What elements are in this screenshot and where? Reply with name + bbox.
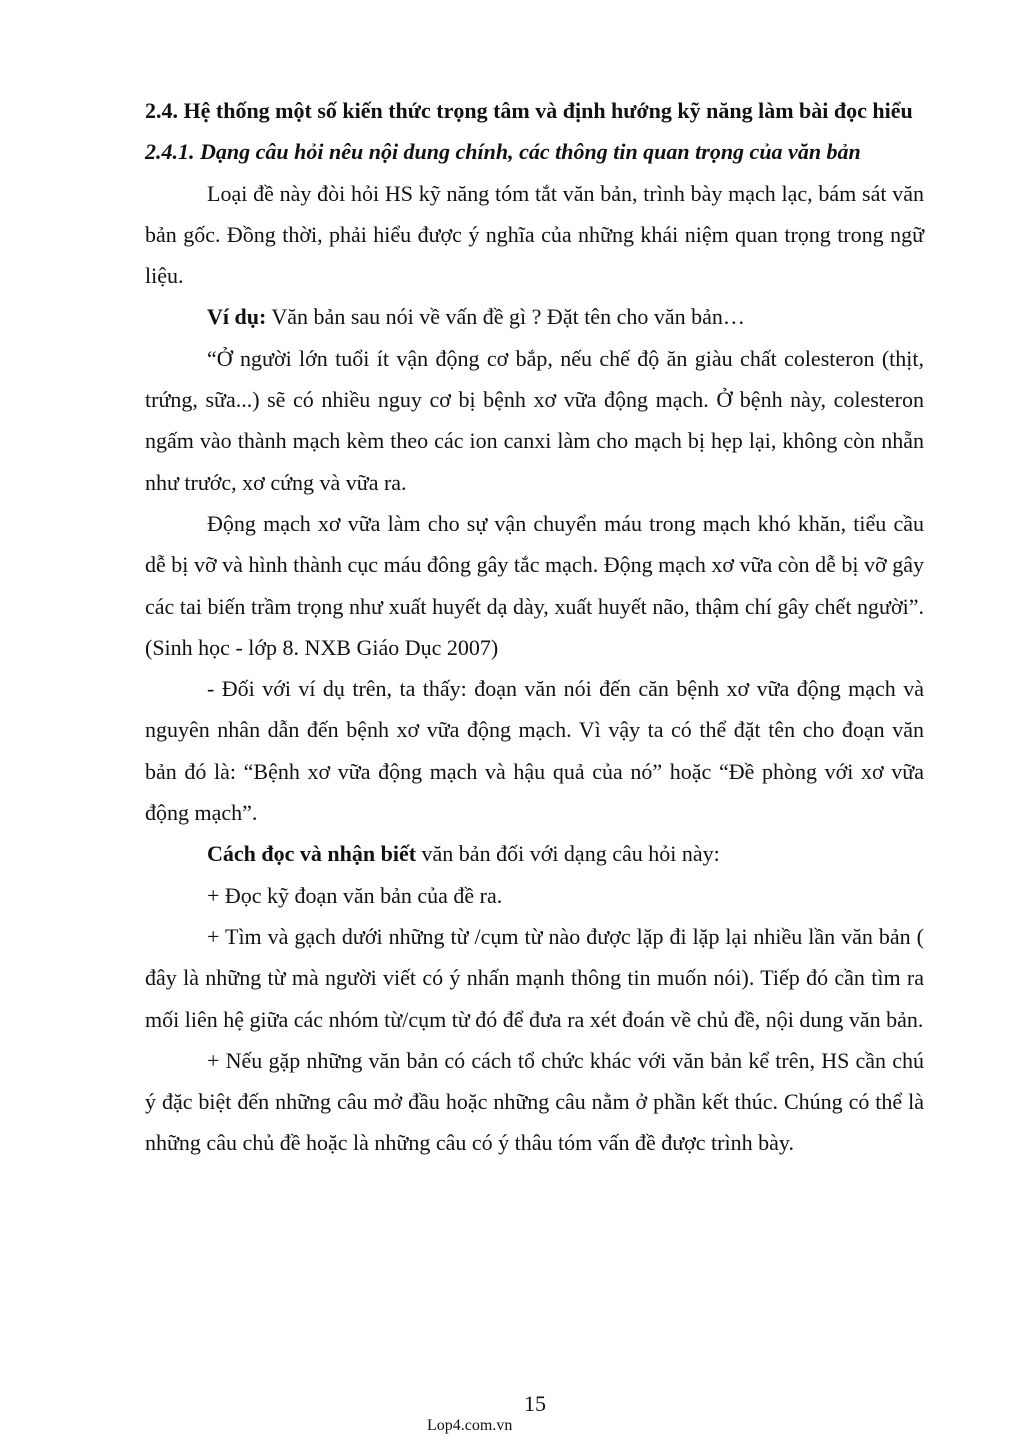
- step-3: + Nếu gặp những văn bản có cách tổ chức khác với văn bản kể trên, HS cần chú ý đặc biệt đến những câu mở đầu hoặc những câu nằm ở phần kết thúc. Chúng có thể là những câu chủ đề hoặc là những câu có ý thâu tóm vấn đề được trình bày.: [145, 1047, 924, 1156]
- step-2: + Tìm và gạch dưới những từ /cụm từ nào được lặp đi lặp lại nhiều lần văn bản ( đây là những từ mà người viết có ý nhấn mạnh thông tin muốn nói). Tiếp đó cần tìm ra mối liên hệ giữa các nhóm từ/cụm từ đó để đưa ra xét đoán về chủ đề, nội dung văn bản.: [145, 923, 924, 1032]
- example-label: Ví dụ:: [207, 304, 267, 330]
- method-paragraph: [145, 833, 924, 874]
- subsection-heading: 2.4.1. Dạng câu hỏi nêu nội dung chính, các thông tin quan trọng của văn bản: [145, 139, 861, 165]
- footer-site: Lop4.com.vn: [427, 1417, 513, 1434]
- document-page: [145, 90, 924, 1164]
- intro-paragraph: Loại đề này đòi hỏi HS kỹ năng tóm tắt văn bản, trình bày mạch lạc, bám sát văn bản gốc. Đồng thời, phải hiểu được ý nghĩa của những khái niệm quan trọng trong ngữ liệu.: [145, 180, 924, 289]
- method-label: Cách đọc và nhận biết: [207, 841, 417, 867]
- example-paragraph: [145, 296, 924, 337]
- analysis-paragraph: - Đối với ví dụ trên, ta thấy: đoạn văn nói đến căn bệnh xơ vữa động mạch và nguyên nhân dẫn đến bệnh xơ vữa động mạch. Vì vậy ta có thể đặt tên cho đoạn văn bản đó là: “Bệnh xơ vữa động mạch và hậu quả của nó” hoặc “Đề phòng với xơ vữa động mạch”.: [145, 676, 924, 826]
- quote-paragraph-1: “Ở người lớn tuổi ít vận động cơ bắp, nếu chế độ ăn giàu chất colesteron (thịt, trứng, sữa...) sẽ có nhiều nguy cơ bị bệnh xơ vữa động mạch. Ở bệnh này, colesteron ngấm vào thành mạch kèm theo các ion canxi làm cho mạch bị hẹp lại, không còn nhẵn như trước, xơ cứng và vữa ra.: [145, 345, 924, 495]
- method-text: văn bản đối với dạng câu hỏi này:: [416, 841, 720, 867]
- step-1: + Đọc kỹ đoạn văn bản của đề ra.: [207, 882, 503, 908]
- page-number: 15: [524, 1391, 546, 1416]
- example-text: Văn bản sau nói về vấn đề gì ? Đặt tên cho văn bản…: [266, 304, 745, 330]
- section-heading: 2.4. Hệ thống một số kiến thức trọng tâm và định hướng kỹ năng làm bài đọc hiểu: [145, 98, 913, 123]
- quote-paragraph-2: Động mạch xơ vữa làm cho sự vận chuyển máu trong mạch khó khăn, tiểu cầu dễ bị vỡ và hình thành cục máu đông gây tắc mạch. Động mạch xơ vữa còn dễ bị vỡ gây các tai biến trầm trọng như xuất huyết dạ dày, xuất huyết não, thậm chí gây chết người”. (Sinh học - lớp 8. NXB Giáo Dục 2007): [145, 510, 924, 660]
